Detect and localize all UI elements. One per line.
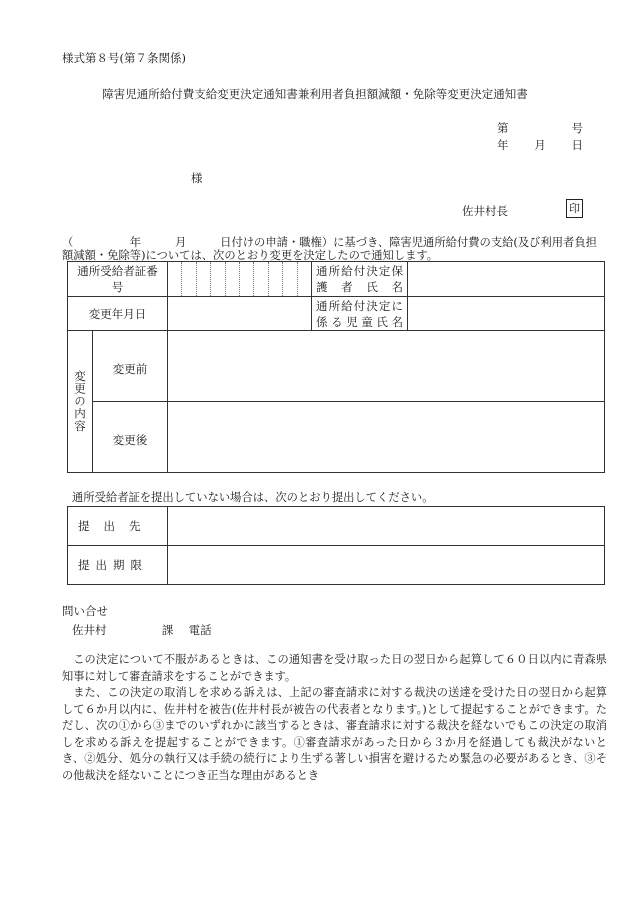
child-name-label: 通所給付決定に係る児童氏名 <box>312 297 408 331</box>
issuer-name: 佐井村長 <box>462 204 508 218</box>
recipient-cert-label: 通所受給者証番号 <box>68 262 168 297</box>
document-title: 障害児通所給付費支給変更決定通知書兼利用者負担額減額・免除等変更決定通知書 <box>102 87 528 101</box>
go-label: 号 <box>571 121 583 135</box>
appeal-paragraph-2: また、この決定の取消しを求める訴えは、上記の審査請求に対する裁決の送達を受けた日の翌日から起算して６か月以内に、佐井村を被告(佐井村長が被告の代表者となります。)として提起することができます。ただし、次の①から③までのいずれかに該当するときは、審査請求に対する裁決を経ないでもこの決定の取消しを求める訴えを提起することができます。①審査請求があった日から３か月を経過しても裁決がないとき、②処分、処分の執行又は手続の続行により生ずる著しい損害を避けるため緊急の必要があるとき、③その他裁決を経ないことにつき正当な理由があるとき <box>62 686 607 782</box>
after-change-field[interactable] <box>168 402 605 473</box>
deadline-label: 提出期限 <box>68 546 168 585</box>
inquiry-section: 課 <box>161 623 174 637</box>
guardian-name-field[interactable] <box>408 262 605 297</box>
recipient-cert-number-field[interactable] <box>168 262 312 297</box>
intro-paragraph: （ 年 月 日付けの申請・職権）に基づき、障害児通所給付費の支給(及び利用者負担額減額・免除等)については、次のとおり変更を決定したので通知します。 <box>62 236 597 262</box>
destination-field[interactable] <box>168 507 605 546</box>
inquiry-phone: 電話 <box>188 623 212 637</box>
addressee-honorific: 様 <box>191 171 203 185</box>
dai-label: 第 <box>497 121 509 135</box>
child-name-field[interactable] <box>408 297 605 331</box>
seal-mark: 印 <box>566 199 583 218</box>
submission-table <box>67 506 605 585</box>
appeal-paragraph-1: この決定について不服があるときは、この通知書を受け取った日の翌日から起算して６０日以内に青森県知事に対して審査請求をすることができます。 <box>62 653 607 683</box>
document-number-line <box>497 120 583 136</box>
year-label: 年 <box>497 138 509 152</box>
issue-date-line <box>497 137 583 153</box>
after-change-label: 変更後 <box>93 402 168 473</box>
change-date-field[interactable] <box>168 297 312 331</box>
before-change-label: 変更前 <box>93 331 168 402</box>
decision-table <box>67 261 605 473</box>
form-number: 様式第８号(第７条関係) <box>62 51 186 65</box>
change-date-label: 変更年月日 <box>68 297 168 331</box>
destination-label: 提出先 <box>68 507 168 546</box>
day-label: 日 <box>571 138 583 152</box>
inquiry-contact <box>72 622 212 638</box>
inquiry-heading: 問い合せ <box>62 604 108 618</box>
deadline-field[interactable] <box>168 546 605 585</box>
guardian-name-label: 通所給付決定保護者氏名 <box>312 262 408 297</box>
before-change-field[interactable] <box>168 331 605 402</box>
inquiry-village: 佐井村 <box>72 623 107 637</box>
submission-notice: 通所受給者証を提出していない場合は、次のとおり提出してください。 <box>72 491 434 504</box>
month-label: 月 <box>534 138 546 152</box>
appeal-notice <box>62 652 607 784</box>
change-content-label: 変更の内容 <box>68 331 93 473</box>
